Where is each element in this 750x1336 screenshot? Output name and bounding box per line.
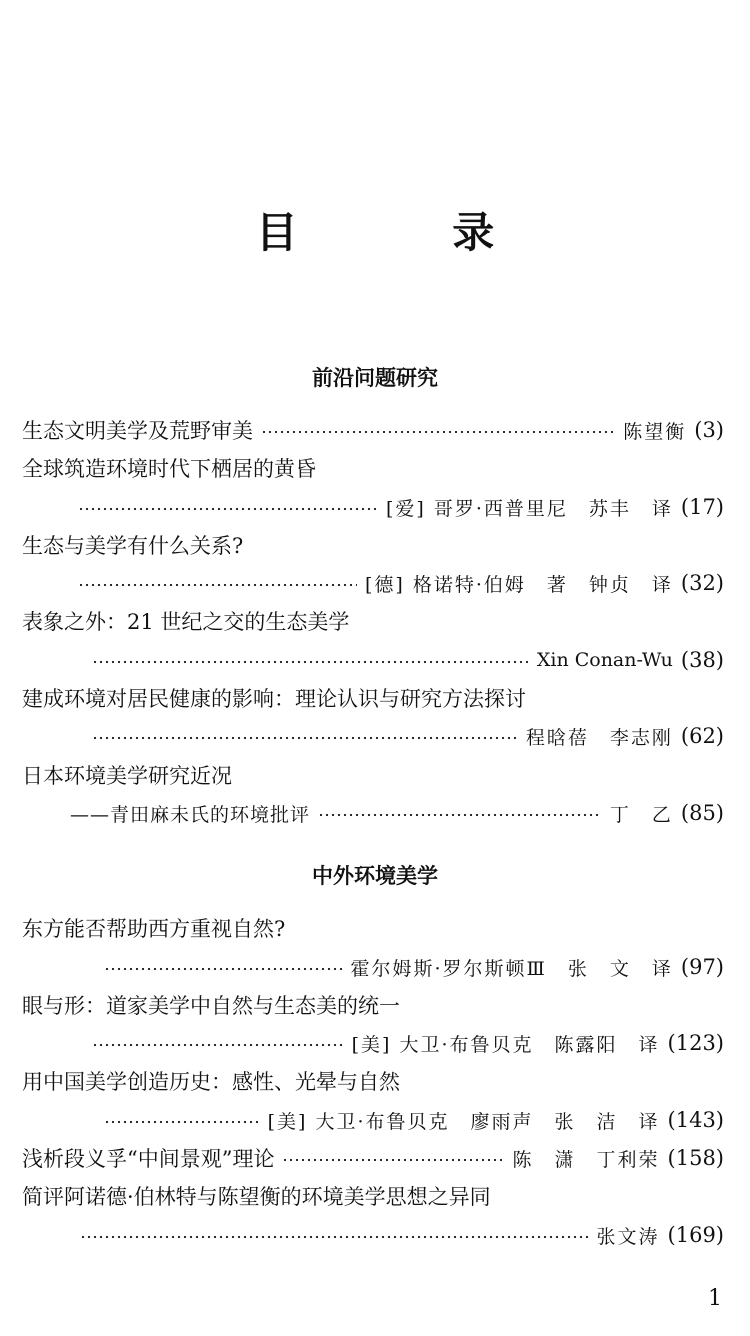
dot-leader [78,507,378,511]
toc-entry[interactable] [22,987,724,1023]
toc-entry[interactable] [22,910,724,946]
toc-entry[interactable] [22,412,724,448]
entry-title: 生态与美学有什么关系? [22,534,244,558]
entry-author: [德] 格诺特·伯姆 著 钟贞 译 [364,573,673,596]
toc-entry[interactable] [22,450,724,486]
entry-page: (97) [680,955,724,979]
dot-leader [318,813,602,817]
toc-entry[interactable] [22,1063,724,1099]
dot-leader [282,1158,504,1162]
dot-leader [92,736,518,740]
dot-leader [104,1120,260,1124]
entry-author: [爱] 哥罗·西普里尼 苏丰 译 [385,497,673,520]
dot-leader [78,583,357,587]
toc-entry[interactable] [22,757,724,793]
toc-entry[interactable] [22,680,724,716]
entry-author: 张文涛 [596,1225,660,1248]
entry-page: (158) [667,1146,724,1170]
toc-entry-continuation [78,489,724,525]
section-heading-environmental-aesthetics: 中外环境美学 [312,864,438,888]
entry-page: (85) [680,801,724,825]
toc-entry-continuation [92,1025,724,1061]
entry-title: 眼与形：道家美学中自然与生态美的统一 [22,994,400,1018]
toc-entry[interactable] [22,527,724,563]
entry-page: (169) [667,1223,724,1247]
entry-page: (32) [680,571,724,595]
entry-title: 表象之外：21 世纪之交的生态美学 [22,610,350,634]
entry-page: (62) [680,724,724,748]
entry-author: [美] 大卫·布鲁贝克 陈露阳 译 [351,1033,660,1056]
entry-page: (3) [694,418,724,442]
dot-leader [92,1043,344,1047]
entry-author: Xin Conan-Wu [536,649,673,671]
dot-leader [104,967,343,971]
entry-author: 程晗蓓 李志刚 [525,726,673,749]
entry-subtitle: ——青田麻未氏的环境批评 [70,803,311,826]
dot-leader [261,430,615,434]
entry-title: 生态文明美学及荒野审美 [22,419,253,443]
toc-entry-continuation [78,565,724,601]
entry-title: 简评阿诺德·伯林特与陈望衡的环境美学思想之异同 [22,1185,491,1209]
entry-title: 浅析段义孚“中间景观”理论 [22,1147,275,1171]
entry-author: 霍尔姆斯·罗尔斯顿Ⅲ 张 文 译 [350,957,673,980]
entry-author: 丁 乙 [609,803,673,826]
entry-author: [美] 大卫·布鲁贝克 廖雨声 张 洁 译 [267,1110,660,1133]
toc-entry-continuation [92,642,724,678]
dot-leader [80,1235,589,1239]
entry-title: 全球筑造环境时代下栖居的黄昏 [22,457,316,481]
toc-entry[interactable] [22,1178,724,1214]
page-title: 目 录 [255,208,565,257]
toc-entry[interactable] [22,1140,724,1176]
toc-entry[interactable] [22,603,724,639]
toc-entry-continuation [80,1217,724,1253]
section-heading-frontier: 前沿问题研究 [312,366,438,390]
toc-entry-continuation [92,718,724,754]
entry-author: 陈望衡 [623,420,687,443]
entry-title: 东方能否帮助西方重视自然? [22,917,286,941]
entry-title: 日本环境美学研究近况 [22,764,232,788]
entry-author: 陈 潇 丁利荣 [512,1148,660,1171]
entry-page: (123) [667,1031,724,1055]
entry-page: (17) [680,495,724,519]
toc-entry-continuation [70,795,724,831]
toc-entry-continuation [104,949,724,985]
entry-title: 建成环境对居民健康的影响：理论认识与研究方法探讨 [22,687,526,711]
entry-page: (38) [680,648,724,672]
page-number: 1 [708,1286,722,1311]
dot-leader [92,660,529,664]
entry-page: (143) [667,1108,724,1132]
entry-title: 用中国美学创造历史：感性、光晕与自然 [22,1070,400,1094]
toc-entry-continuation [104,1102,724,1138]
